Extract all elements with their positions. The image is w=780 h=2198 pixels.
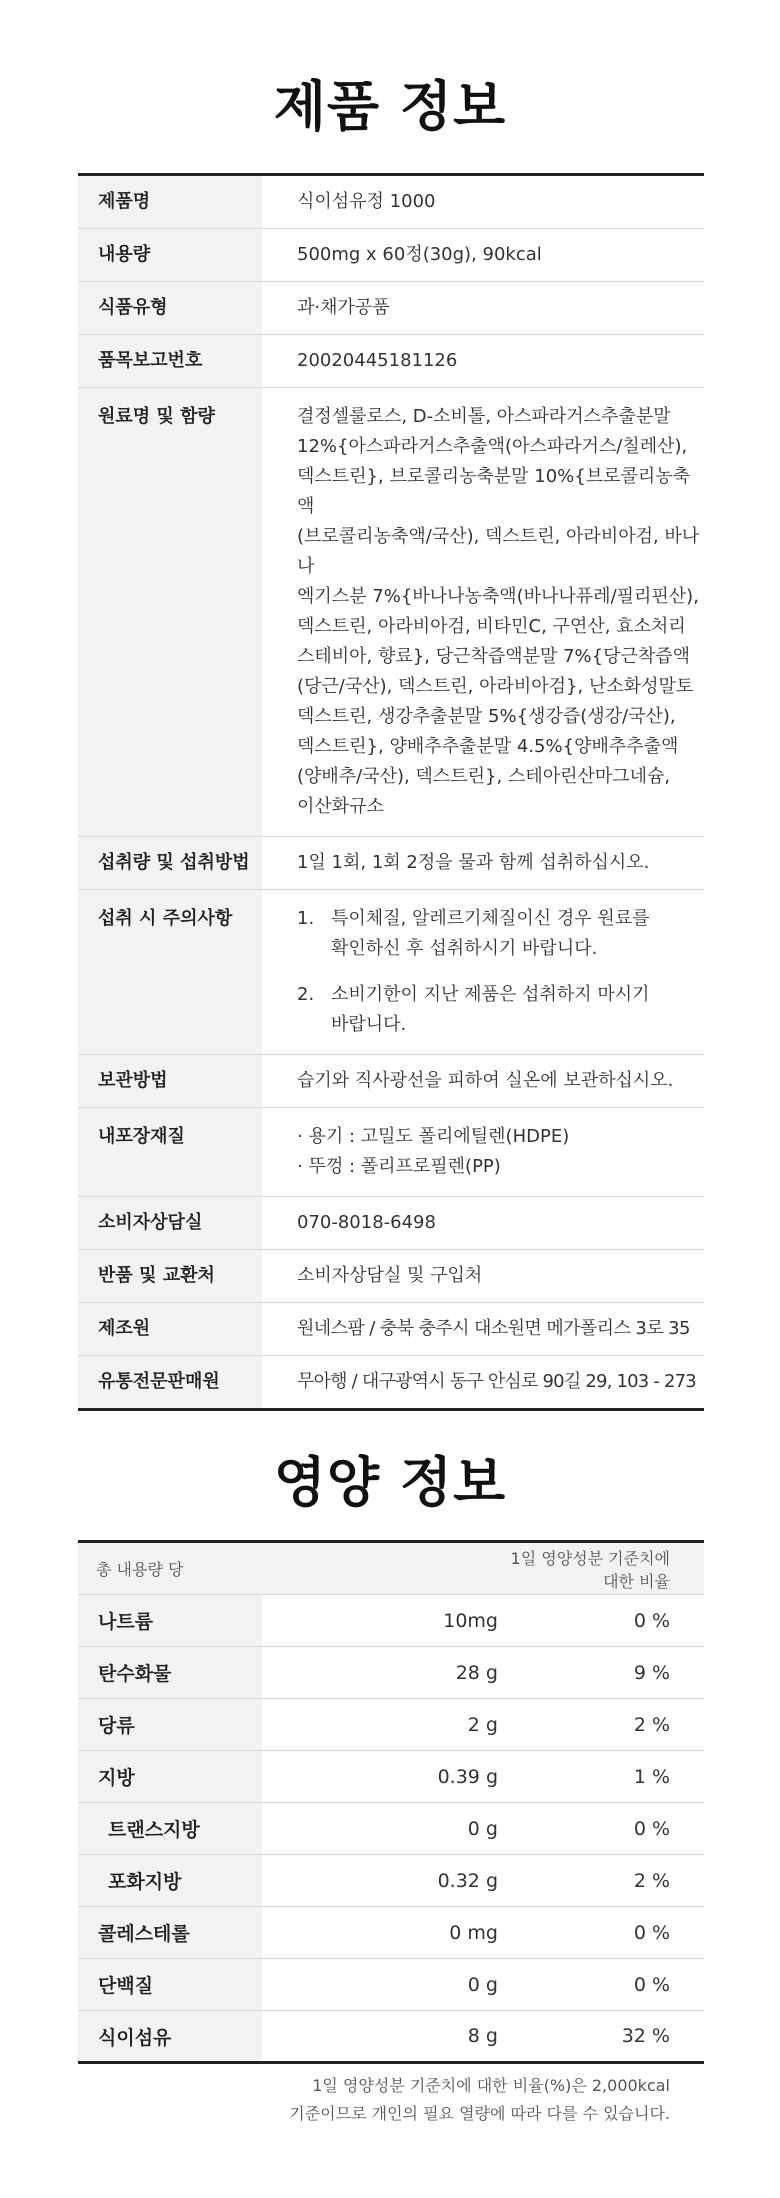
info-value [262, 175, 704, 229]
caution-item [297, 980, 704, 1040]
nutrition-header-left: 총 내용량 당 [78, 1542, 498, 1595]
info-label [78, 388, 262, 837]
info-row-caution [78, 890, 704, 1055]
info-value [262, 1303, 704, 1356]
caution-text: 특이체질, 알레르기체질이신 경우 원료를 [331, 908, 650, 929]
nutrient-percent: 0 % [498, 1803, 704, 1855]
info-value [262, 229, 704, 282]
nutrition-row [78, 2011, 704, 2063]
nutrient-percent: 0 % [498, 1959, 704, 2011]
value-text: 20020445181126 [297, 350, 458, 371]
nutrient-name: 콜레스테롤 [78, 1907, 262, 1959]
label-text: 원료명 및 함량 [98, 406, 215, 427]
label-text: 식품유형 [98, 297, 168, 318]
nutrition-table [78, 1540, 704, 2064]
caution-item [297, 904, 704, 964]
ingredient-line: 엑기스분 7%{바나나농축액(바나나퓨레/필리핀산), [297, 586, 699, 607]
label-text: 내포장재질 [98, 1126, 185, 1147]
ingredient-line: (당근/국산), 덱스트린, 아라비아검}, 난소화성말토 [297, 676, 694, 697]
nutrient-name: 단백질 [78, 1959, 262, 2011]
ingredient-line: 덱스트린}, 브로콜리농축분말 10%{브로콜리농축액 [297, 466, 691, 517]
info-row-consumer-center [78, 1197, 704, 1250]
info-value [262, 335, 704, 388]
label-text: 섭취량 및 섭취방법 [98, 852, 250, 873]
value-text: 무아행 / 대구광역시 동구 안심로 90길 29, 103 - 273 [297, 1371, 696, 1392]
info-value [262, 890, 704, 1055]
caution-text: 바랍니다. [331, 1014, 407, 1035]
info-label [78, 890, 262, 1055]
info-value [262, 1250, 704, 1303]
nutrient-name: 나트륨 [78, 1595, 262, 1647]
value-text: 식이섬유정 1000 [297, 191, 436, 212]
info-label [78, 282, 262, 335]
nutrient-percent: 32 % [621, 2025, 670, 2047]
nutrient-name: 당류 [78, 1699, 262, 1751]
nutrition-row [78, 1959, 704, 2011]
label-text: 내용량 [98, 244, 151, 265]
ingredient-line: (브로콜리농축액/국산), 덱스트린, 아라비아검, 바나나 [297, 526, 700, 577]
ingredient-line: 이산화규소 [297, 796, 384, 817]
info-label [78, 229, 262, 282]
ingredient-line: 덱스트린}, 양배추추출분말 4.5%{양배추추출액 [297, 736, 679, 757]
caution-text: 소비기한이 지난 제품은 섭취하지 마시기 [331, 984, 650, 1005]
info-label [78, 1055, 262, 1108]
ingredient-line: 덱스트린, 생강추출분말 5%{생강즙(생강/국산), [297, 706, 676, 727]
packaging-item: · 뚜껑 : 폴리프로필렌(PP) [297, 1156, 501, 1177]
info-label [78, 1356, 262, 1410]
nutrition-row [78, 1907, 704, 1959]
nutrient-percent: 2 % [498, 1699, 704, 1751]
nutrient-amount: 0 mg [262, 1907, 498, 1959]
info-value [262, 388, 704, 837]
label-text: 제조원 [98, 1318, 151, 1339]
nutrient-percent: 2 % [498, 1855, 704, 1907]
nutrient-amount: 0.32 g [262, 1855, 498, 1907]
info-row-contents [78, 229, 704, 282]
info-row-storage [78, 1055, 704, 1108]
label-text: 유통전문판매원 [98, 1371, 220, 1392]
info-label [78, 335, 262, 388]
nutrition-footnote [78, 2072, 670, 2128]
value-text: 습기와 직사광선을 피하여 실온에 보관하십시오. [297, 1070, 674, 1091]
caution-number: 2. [297, 984, 315, 1005]
value-text: 500mg x 60정(30g), 90kcal [297, 244, 542, 265]
nutrient-amount: 2 g [262, 1699, 498, 1751]
phone-number: 070-8018-6498 [297, 1212, 436, 1233]
ingredient-line: 12%{아스파라거스추출액(아스파라거스/칠레산), [297, 436, 688, 457]
nutrition-info-title: 영양 정보 [273, 1451, 507, 1514]
nutrient-percent: 9 % [498, 1647, 704, 1699]
label-text: 제품명 [98, 191, 151, 212]
value-text: 과·채가공품 [297, 297, 390, 318]
nutrition-row [78, 1751, 704, 1803]
nutrient-amount: 0 g [262, 1803, 498, 1855]
info-value [262, 1356, 704, 1410]
info-row-food-type [78, 282, 704, 335]
info-label [78, 837, 262, 890]
packaging-item: · 용기 : 고밀도 폴리에틸렌(HDPE) [297, 1126, 570, 1147]
product-info-title: 제품 정보 [273, 75, 507, 138]
info-row-returns [78, 1250, 704, 1303]
info-value [262, 282, 704, 335]
nutrition-row [78, 1699, 704, 1751]
value-text: 1일 1회, 1회 2정을 물과 함께 섭취하십시오. [297, 852, 650, 873]
label-text: 품목보고번호 [98, 350, 203, 371]
nutrient-amount: 10mg [262, 1595, 498, 1647]
info-label [78, 1303, 262, 1356]
info-label [78, 1197, 262, 1250]
label-text: 소비자상담실 [98, 1212, 203, 1233]
info-label [78, 1108, 262, 1197]
info-row-report-no [78, 335, 704, 388]
ingredient-line: 스테비아, 향료}, 당근착즙액분말 7%{당근착즙액 [297, 646, 691, 667]
nutrition-row [78, 1647, 704, 1699]
ingredient-line: 덱스트린, 아라비아검, 비타민C, 구연산, 효소처리 [297, 616, 686, 637]
nutrient-percent: 0 % [498, 1907, 704, 1959]
nutrient-amount: 8 g [467, 2025, 498, 2047]
info-row-packaging [78, 1108, 704, 1197]
nutrition-row [78, 1595, 704, 1647]
label-text: 섭취 시 주의사항 [98, 908, 233, 929]
footnote-line: 1일 영양성분 기준치에 대한 비율(%)은 2,000kcal [312, 2076, 670, 2095]
info-value [262, 1055, 704, 1108]
caution-number: 1. [297, 908, 315, 929]
product-info-table [78, 173, 704, 1411]
info-row-manufacturer [78, 1303, 704, 1356]
label-text: 반품 및 교환처 [98, 1265, 215, 1286]
nutrient-percent: 1 % [498, 1751, 704, 1803]
ingredient-line: (양배추/국산), 덱스트린}, 스테아린산마그네슘, [297, 766, 671, 787]
nutrition-header-row [78, 1542, 704, 1595]
info-row-distributor [78, 1356, 704, 1410]
info-row-ingredients [78, 388, 704, 837]
nutrient-name: 탄수화물 [78, 1647, 262, 1699]
nutrient-amount: 28 g [262, 1647, 498, 1699]
ingredient-line: 결정셀룰로스, D-소비톨, 아스파라거스추출분말 [297, 406, 671, 427]
info-row-intake [78, 837, 704, 890]
nutrient-name: 포화지방 [78, 1855, 262, 1907]
info-row-name [78, 175, 704, 229]
nutrient-amount: 0.39 g [262, 1751, 498, 1803]
value-text: 원네스팜 / 충북 충주시 대소원면 메가폴리스 3로 35 [297, 1318, 690, 1339]
nutrient-name: 식이섬유 [78, 2011, 262, 2063]
footnote-line: 기준이므로 개인의 필요 열량에 따라 다를 수 있습니다. [289, 2104, 670, 2123]
nutrient-amount: 0 g [262, 1959, 498, 2011]
label-text: 보관방법 [98, 1070, 168, 1091]
caution-list [297, 904, 704, 1040]
caution-text: 확인하신 후 섭취하시기 바랍니다. [331, 938, 598, 959]
nutrient-name: 트랜스지방 [78, 1803, 262, 1855]
nutrition-row [78, 1855, 704, 1907]
info-label [78, 175, 262, 229]
nutrition-header-right: 1일 영양성분 기준치에 대한 비율 [498, 1542, 704, 1595]
nutrition-row [78, 1803, 704, 1855]
info-value [262, 837, 704, 890]
info-value [262, 1108, 704, 1197]
packaging-list [297, 1122, 704, 1182]
nutrient-name: 지방 [78, 1751, 262, 1803]
value-text: 소비자상담실 및 구입처 [297, 1265, 483, 1286]
info-value [262, 1197, 704, 1250]
info-label [78, 1250, 262, 1303]
nutrient-percent: 0 % [498, 1595, 704, 1647]
